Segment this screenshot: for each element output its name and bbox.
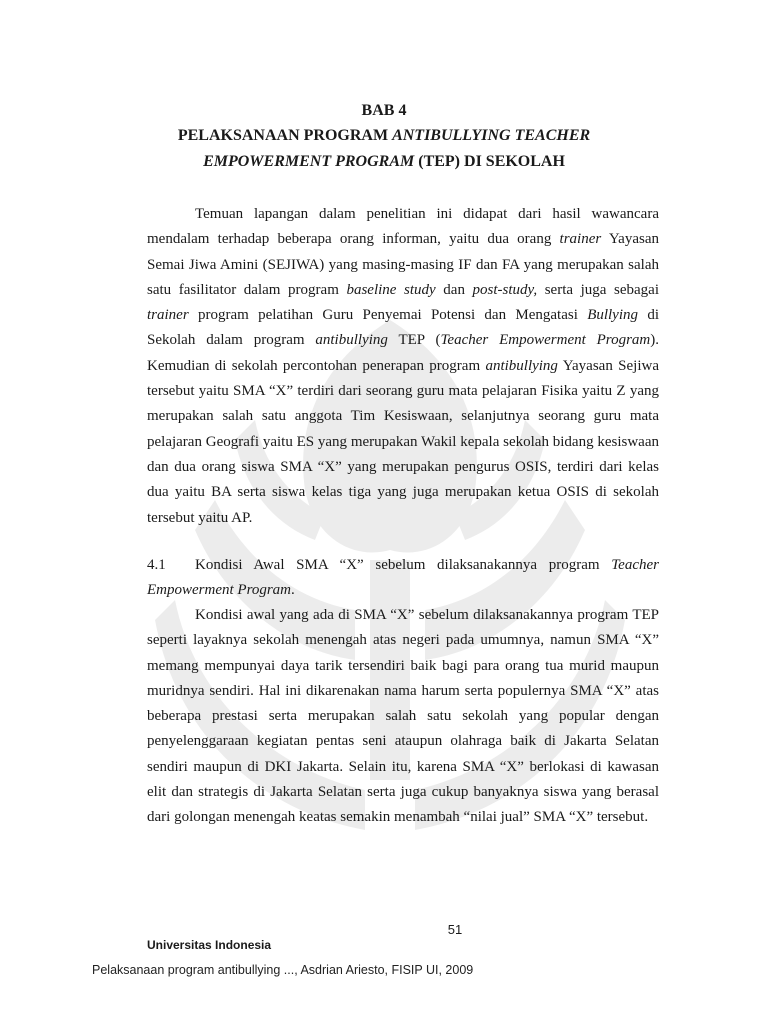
text-run: . [291,582,295,599]
section-title-line1 [195,553,659,578]
italic-term: trainer [559,231,602,248]
chapter-number: BAB 4 [361,102,407,119]
paragraph-text: Kondisi awal yang ada di SMA “X” sebelum dilaksanakannya program TEP seperti layaknya sekolah menengah atas negeri pada umumnya, namun SMA “X” memang mempunyai daya tarik tersendiri baik bagi para orang tua murid maupun muridnya sendiri. Hal ini dikarenakan nama harum serta populernya SMA “X” atas beberapa prestasi serta merupakan salah satu sekolah yang popular dengan penyelenggaraan kegiatan pentas seni ataupun olahraga baik di Jakarta Selatan sendiri maupun di DKI Jakarta. Selain itu, karena SMA “X” berlokasi di kawasan elit dan strategis di Jakarta Selatan serta juga cukup banyaknya siswa yang berasal dari golongan menengah keatas semakin menambah “nilai jual” SMA “X” tersebut. [147,607,659,826]
italic-term: baseline study [346,281,436,298]
italic-term: antibullying [315,332,388,349]
page-number: 51 [447,922,463,937]
text-run: dan [435,281,473,298]
text-run: TEP ( [387,332,441,349]
chapter-title-line1 [0,126,768,146]
chapter-title-italic-part: ANTIBULLYING TEACHER [392,127,591,144]
text-run: ). Kemudian di sekolah percontohan penerapan program [147,332,659,374]
section-title-line2 [147,578,659,603]
italic-term: Empowerment Program [147,582,292,599]
italic-term: Teacher Empowerment Program [440,332,651,349]
text-run: Yayasan Sejiwa tersebut yaitu SMA “X” terdiri dari seorang guru mata pelajaran Fisika yaitu Z yang merupakan salah satu anggota Tim Kesiswaan, selanjutnya seorang guru mata pelajaran Geografi yaitu ES yang merupakan Wakil kepala sekolah bidang kesiswaan dan dua orang siswa SMA “X” yang merupakan pengurus OSIS, terdiri dari kelas dua yaitu BA serta siswa kelas tiga yang juga merupakan ketua OSIS di sekolah tersebut yaitu AP. [147,357,659,526]
chapter-title-part: PELAKSANAAN PROGRAM [177,127,393,144]
section-heading [147,553,659,604]
section-number: 4.1 [147,557,166,573]
text-run: di Sekolah dalam program [147,307,659,349]
text-run: Yayasan Semai Jiwa Amini (SEJIWA) yang masing-masing IF dan FA yang merupakan salah satu fasilitator dalam program [147,231,659,298]
text-run: Temuan lapangan dalam penelitian ini didapat dari hasil wawancara mendalam terhadap beberapa orang informan, yaitu dua orang [147,206,659,248]
chapter-title-italic-part: EMPOWERMENT PROGRAM [203,153,415,170]
italic-term: Teacher [611,557,659,573]
university-name: Universitas Indonesia [147,938,272,952]
document-footer: Pelaksanaan program antibullying ..., Asdrian Ariesto, FISIP UI, 2009 [92,963,474,977]
italic-term: Bullying [587,307,639,324]
chapter-title-line2 [0,152,768,172]
italic-term: trainer [147,307,189,324]
paragraph-initial-condition [147,603,659,831]
italic-term: post-study, [472,281,538,298]
text-run: serta juga sebagai [537,281,659,298]
text-run: program pelatihan Guru Penyemai Potensi dan Mengatasi [188,307,588,324]
italic-term: antibullying [485,357,558,374]
paragraph-findings [147,202,659,531]
chapter-title-part: (TEP) DI SEKOLAH [414,153,565,170]
text-run: Kondisi Awal SMA “X” sebelum dilaksanakannya program [195,557,612,573]
